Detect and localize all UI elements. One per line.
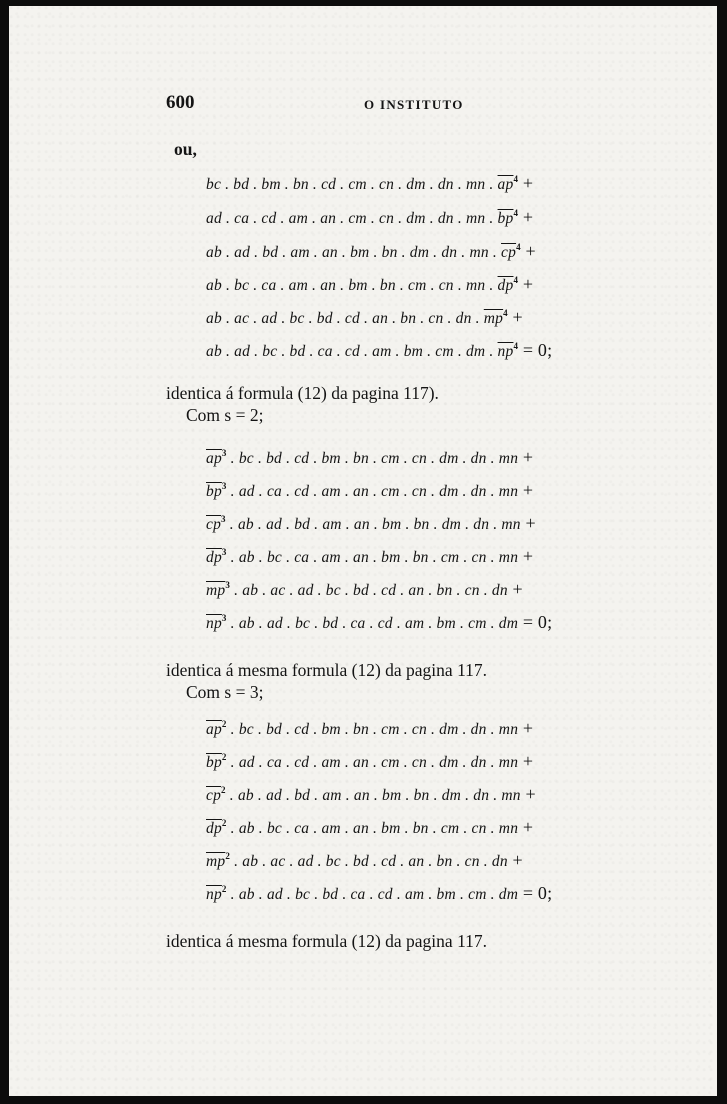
operator: + [518, 447, 534, 467]
case-label: Com s = 2; [186, 405, 264, 425]
product-chain: . ab . bc . ca . am . an . bm . bn . cm . cn . mn [226, 549, 519, 566]
product-chain: . ab . ad . bc . bd . ca . cd . am . bm . cm . dm [226, 615, 519, 632]
page-number: 600 [166, 92, 195, 113]
overlined-term: $\overline{bp}$ [206, 754, 222, 771]
operator: + [507, 850, 523, 870]
product-chain: . ab . ad . bc . bd . ca . cd . am . bm . cm . dm [226, 886, 519, 903]
intro-text: ou, [174, 139, 197, 159]
operator: + [520, 241, 536, 261]
overlined-term: $\overline{mp}$ [206, 582, 226, 599]
exponent: 4 [513, 341, 519, 351]
equation-line [206, 612, 552, 633]
product-chain: bc . bd . bm . bn . cd . cm . cn . dm . dn . mn . [206, 176, 498, 193]
overlined-term: $\overline{cp}$ [206, 516, 222, 533]
operator: + [518, 546, 534, 566]
overlined-term: $\overline{dp}$ [497, 277, 514, 294]
overlined-term: $\overline{cp}$ [206, 787, 222, 804]
scanned-page [9, 6, 717, 1096]
product-chain: . ab . ad . bd . am . an . bm . bn . dm . dn . mn [225, 516, 521, 533]
exponent: 3 [221, 514, 226, 524]
product-chain: . ab . ac . ad . bc . bd . cd . an . bn . cn . dn [230, 853, 508, 870]
product-chain: ab . ac . ad . bc . bd . cd . an . bn . cn . dn . [206, 310, 484, 327]
running-title: O INSTITUTO [364, 97, 464, 112]
exponent: 3 [221, 613, 227, 623]
note-text: identica á mesma formula (12) da pagina 117. [166, 931, 488, 951]
overlined-term: $\overline{cp}$ [501, 244, 517, 261]
operator: + [518, 274, 534, 294]
operator: + [520, 784, 536, 804]
overlined-term: $\overline{dp}$ [206, 549, 222, 566]
operator: + [518, 207, 534, 227]
operator: = 0; [518, 883, 553, 903]
overlined-term: $\overline{bp}$ [497, 210, 514, 227]
operator: + [518, 173, 534, 193]
operator: + [518, 751, 534, 771]
equation-line [206, 546, 533, 567]
exponent: 2 [221, 785, 226, 795]
equation-line [206, 513, 536, 534]
exponent: 2 [221, 752, 227, 762]
product-chain: . ab . ac . ad . bc . bd . cd . an . bn . cn . dn [230, 582, 508, 599]
product-chain: . ab . bc . ca . am . an . bm . bn . cm . cn . mn [226, 820, 519, 837]
overlined-term: $\overline{ap}$ [497, 176, 514, 193]
operator: + [507, 579, 523, 599]
equation-line [206, 480, 533, 501]
operator: + [518, 718, 534, 738]
overlined-term: $\overline{np}$ [206, 615, 222, 632]
equation-line [206, 173, 533, 194]
exponent: 3 [221, 448, 227, 458]
product-chain: ab . bc . ca . am . an . bm . bn . cm . cn . mn . [206, 277, 498, 294]
note-text: identica á mesma formula (12) da pagina 117. [166, 660, 488, 680]
product-chain: ad . ca . cd . am . an . cm . cn . dm . dn . mn . [206, 210, 498, 227]
equation-line [206, 850, 523, 871]
operator: = 0; [518, 612, 553, 632]
operator: + [518, 480, 534, 500]
overlined-term: $\overline{np}$ [497, 343, 514, 360]
equation-line [206, 447, 533, 468]
operator: + [518, 817, 534, 837]
equation-line [206, 307, 523, 328]
exponent: 2 [225, 851, 231, 861]
equation-line [206, 751, 533, 772]
operator: + [507, 307, 523, 327]
equation-line [206, 718, 533, 739]
overlined-term: $\overline{dp}$ [206, 820, 222, 837]
product-chain: . bc . bd . cd . bm . bn . cm . cn . dm . dn . mn [226, 721, 519, 738]
equation-line [206, 207, 533, 228]
overlined-term: $\overline{ap}$ [206, 450, 222, 467]
product-chain: . bc . bd . cd . bm . bn . cm . cn . dm . dn . mn [226, 450, 519, 467]
equation-line [206, 883, 552, 904]
equation-line [206, 340, 552, 361]
product-chain: . ad . ca . cd . am . an . cm . cn . dm . dn . mn [226, 754, 519, 771]
exponent: 2 [221, 818, 227, 828]
operator: + [520, 513, 536, 533]
exponent: 4 [513, 174, 519, 184]
exponent: 2 [221, 719, 227, 729]
exponent: 3 [225, 580, 231, 590]
equation-line [206, 817, 533, 838]
exponent: 4 [513, 208, 519, 218]
equation-line [206, 579, 523, 600]
overlined-term: $\overline{ap}$ [206, 721, 222, 738]
exponent: 3 [221, 481, 227, 491]
case-label: Com s = 3; [186, 682, 264, 702]
note-text: identica á formula (12) da pagina 117). [166, 383, 439, 403]
exponent: 4 [513, 275, 519, 285]
overlined-term: $\overline{bp}$ [206, 483, 222, 500]
equation-line [206, 784, 536, 805]
exponent: 4 [503, 308, 508, 318]
exponent: 2 [221, 884, 227, 894]
exponent: 3 [221, 547, 227, 557]
overlined-term: $\overline{np}$ [206, 886, 222, 903]
overlined-term: $\overline{mp}$ [483, 310, 504, 327]
equation-line [206, 241, 536, 262]
product-chain: . ad . ca . cd . am . an . cm . cn . dm . dn . mn [226, 483, 519, 500]
product-chain: ab . ad . bc . bd . ca . cd . am . bm . cm . dm . [206, 343, 498, 360]
operator: = 0; [518, 340, 553, 360]
equation-line [206, 274, 533, 295]
product-chain: . ab . ad . bd . am . an . bm . bn . dm . dn . mn [225, 787, 521, 804]
product-chain: ab . ad . bd . am . an . bm . bn . dm . dn . mn . [206, 244, 502, 261]
overlined-term: $\overline{mp}$ [206, 853, 226, 870]
exponent: 4 [516, 242, 521, 252]
